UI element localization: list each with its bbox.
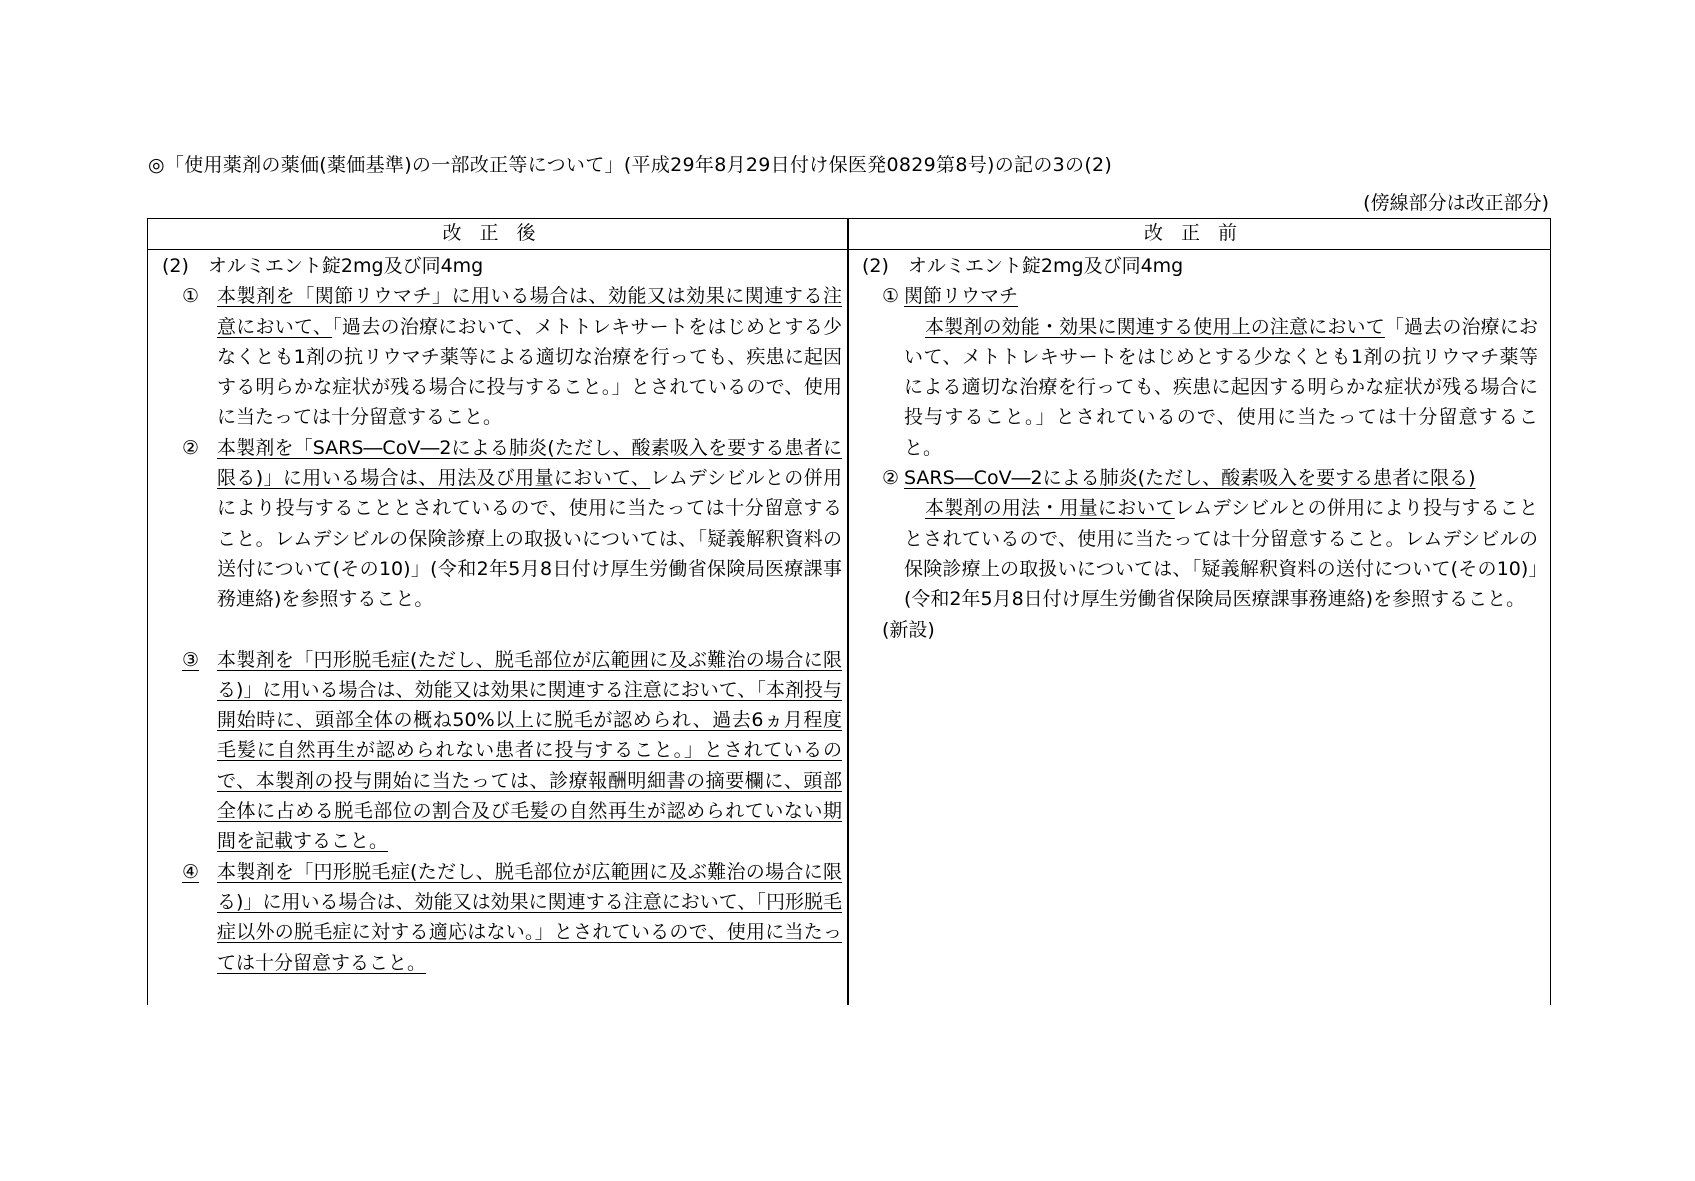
after-item-2 (162, 433, 842, 615)
column-after (162, 251, 842, 978)
column-before (862, 251, 1538, 645)
item-number: ② (882, 467, 900, 490)
item-text: レムデシビルとの併用により投与することとされているので、使用に当たっては十分留意すること。レムデシビルの保険診療上の取扱いについては、「疑義解釈資料の送付について(その10)」(令和2年5月8日付け厚生労働省保険局医療課事務連絡)を参照すること。 (217, 467, 842, 611)
item-text: レムデシビルとの併用により投与することとされているので、使用に当たっては十分留意すること。レムデシビルの保険診療上の取扱いについては、「疑義解釈資料の送付について(その10)」(令和2年5月8日付け厚生労働省保険局医療課事務連絡)を参照すること。 (904, 497, 1538, 611)
after-item-4 (162, 857, 842, 978)
after-item-3 (162, 645, 842, 857)
item-number: ② (182, 436, 200, 459)
underline-note: (傍線部分は改正部分) (1363, 192, 1549, 214)
underlined-revision: 本製剤を「関節リウマチ」に用いる場合は、効能又は効果に関連する注意において、 (217, 285, 842, 338)
header-after: 改正後 (148, 219, 849, 250)
after-heading: (2) オルミエント錠2mg及び同4mg (162, 255, 484, 277)
item-number: ① (882, 285, 900, 308)
document-title: ◎「使用薬剤の薬価(薬価基準)の一部改正等について」(平成29年8月29日付け保医発0829第8号)の記の3の(2) (148, 154, 1113, 176)
before-item-1-body (862, 312, 1538, 463)
item-label: SARS―CoV―2による肺炎(ただし、酸素吸入を要する患者に限る) (904, 467, 1476, 490)
before-item-2-label (862, 463, 1538, 493)
underlined-original: 本製剤の効能・効果に関連する使用上の注意において (925, 315, 1385, 338)
before-item-2-body (862, 493, 1538, 614)
new-provision-note: (新設) (882, 618, 935, 641)
item-label: 関節リウマチ (904, 285, 1019, 308)
before-item-1-label (862, 281, 1538, 311)
item-number: ① (182, 285, 200, 308)
item-number: ③ (182, 648, 200, 671)
before-heading: (2) オルミエント錠2mg及び同4mg (862, 255, 1184, 277)
header-before: 改正前 (849, 219, 1550, 250)
item-text: 「過去の治療において、メトトレキサートをはじめとする少なくとも1剤の抗リウマチ薬等による適切な治療を行っても、疾患に起因する明らかな症状が残る場合に投与すること。」とされているので、使用に当たっては十分留意すること。 (904, 315, 1538, 459)
item-number: ④ (182, 860, 200, 883)
spacer (162, 615, 842, 645)
underlined-revision: 本製剤を「円形脱毛症(ただし、脱毛部位が広範囲に及ぶ難治の場合に限る)」に用いる場合は、効能又は効果に関連する注意において、「本剤投与開始時に、頭部全体の概ね50%以上に脱毛が認められ、過去6ヵ月程度毛髪に自然再生が認められない患者に投与すること。」とされているので、本製剤の投与開始に当たっては、診療報酬明細書の摘要欄に、頭部全体に占める脱毛部位の割合及び毛髪の自然再生が認められていない期間を記載すること。 (217, 648, 842, 853)
underlined-revision: 本製剤を「SARS―CoV―2による肺炎(ただし、酸素吸入を要する患者に限る)」に用いる場合は、用法及び用量において、 (217, 436, 842, 490)
underlined-original: 本製剤の用法・用量において (925, 497, 1175, 520)
item-text: 「過去の治療において、メトトレキサートをはじめとする少なくとも1剤の抗リウマチ薬等による適切な治療を行っても、疾患に起因する明らかな症状が残る場合に投与すること。」とされているので、使用に当たっては十分留意すること。 (217, 315, 842, 429)
underlined-revision: 本製剤を「円形脱毛症(ただし、脱毛部位が広範囲に及ぶ難治の場合に限る)」に用いる場合は、効能又は効果に関連する注意において、「円形脱毛症以外の脱毛症に対する適応はない。」とされているので、使用に当たっては十分留意すること。 (217, 860, 842, 974)
comparison-table (147, 218, 1551, 1005)
after-item-1 (162, 281, 842, 432)
column-divider (847, 219, 849, 1005)
